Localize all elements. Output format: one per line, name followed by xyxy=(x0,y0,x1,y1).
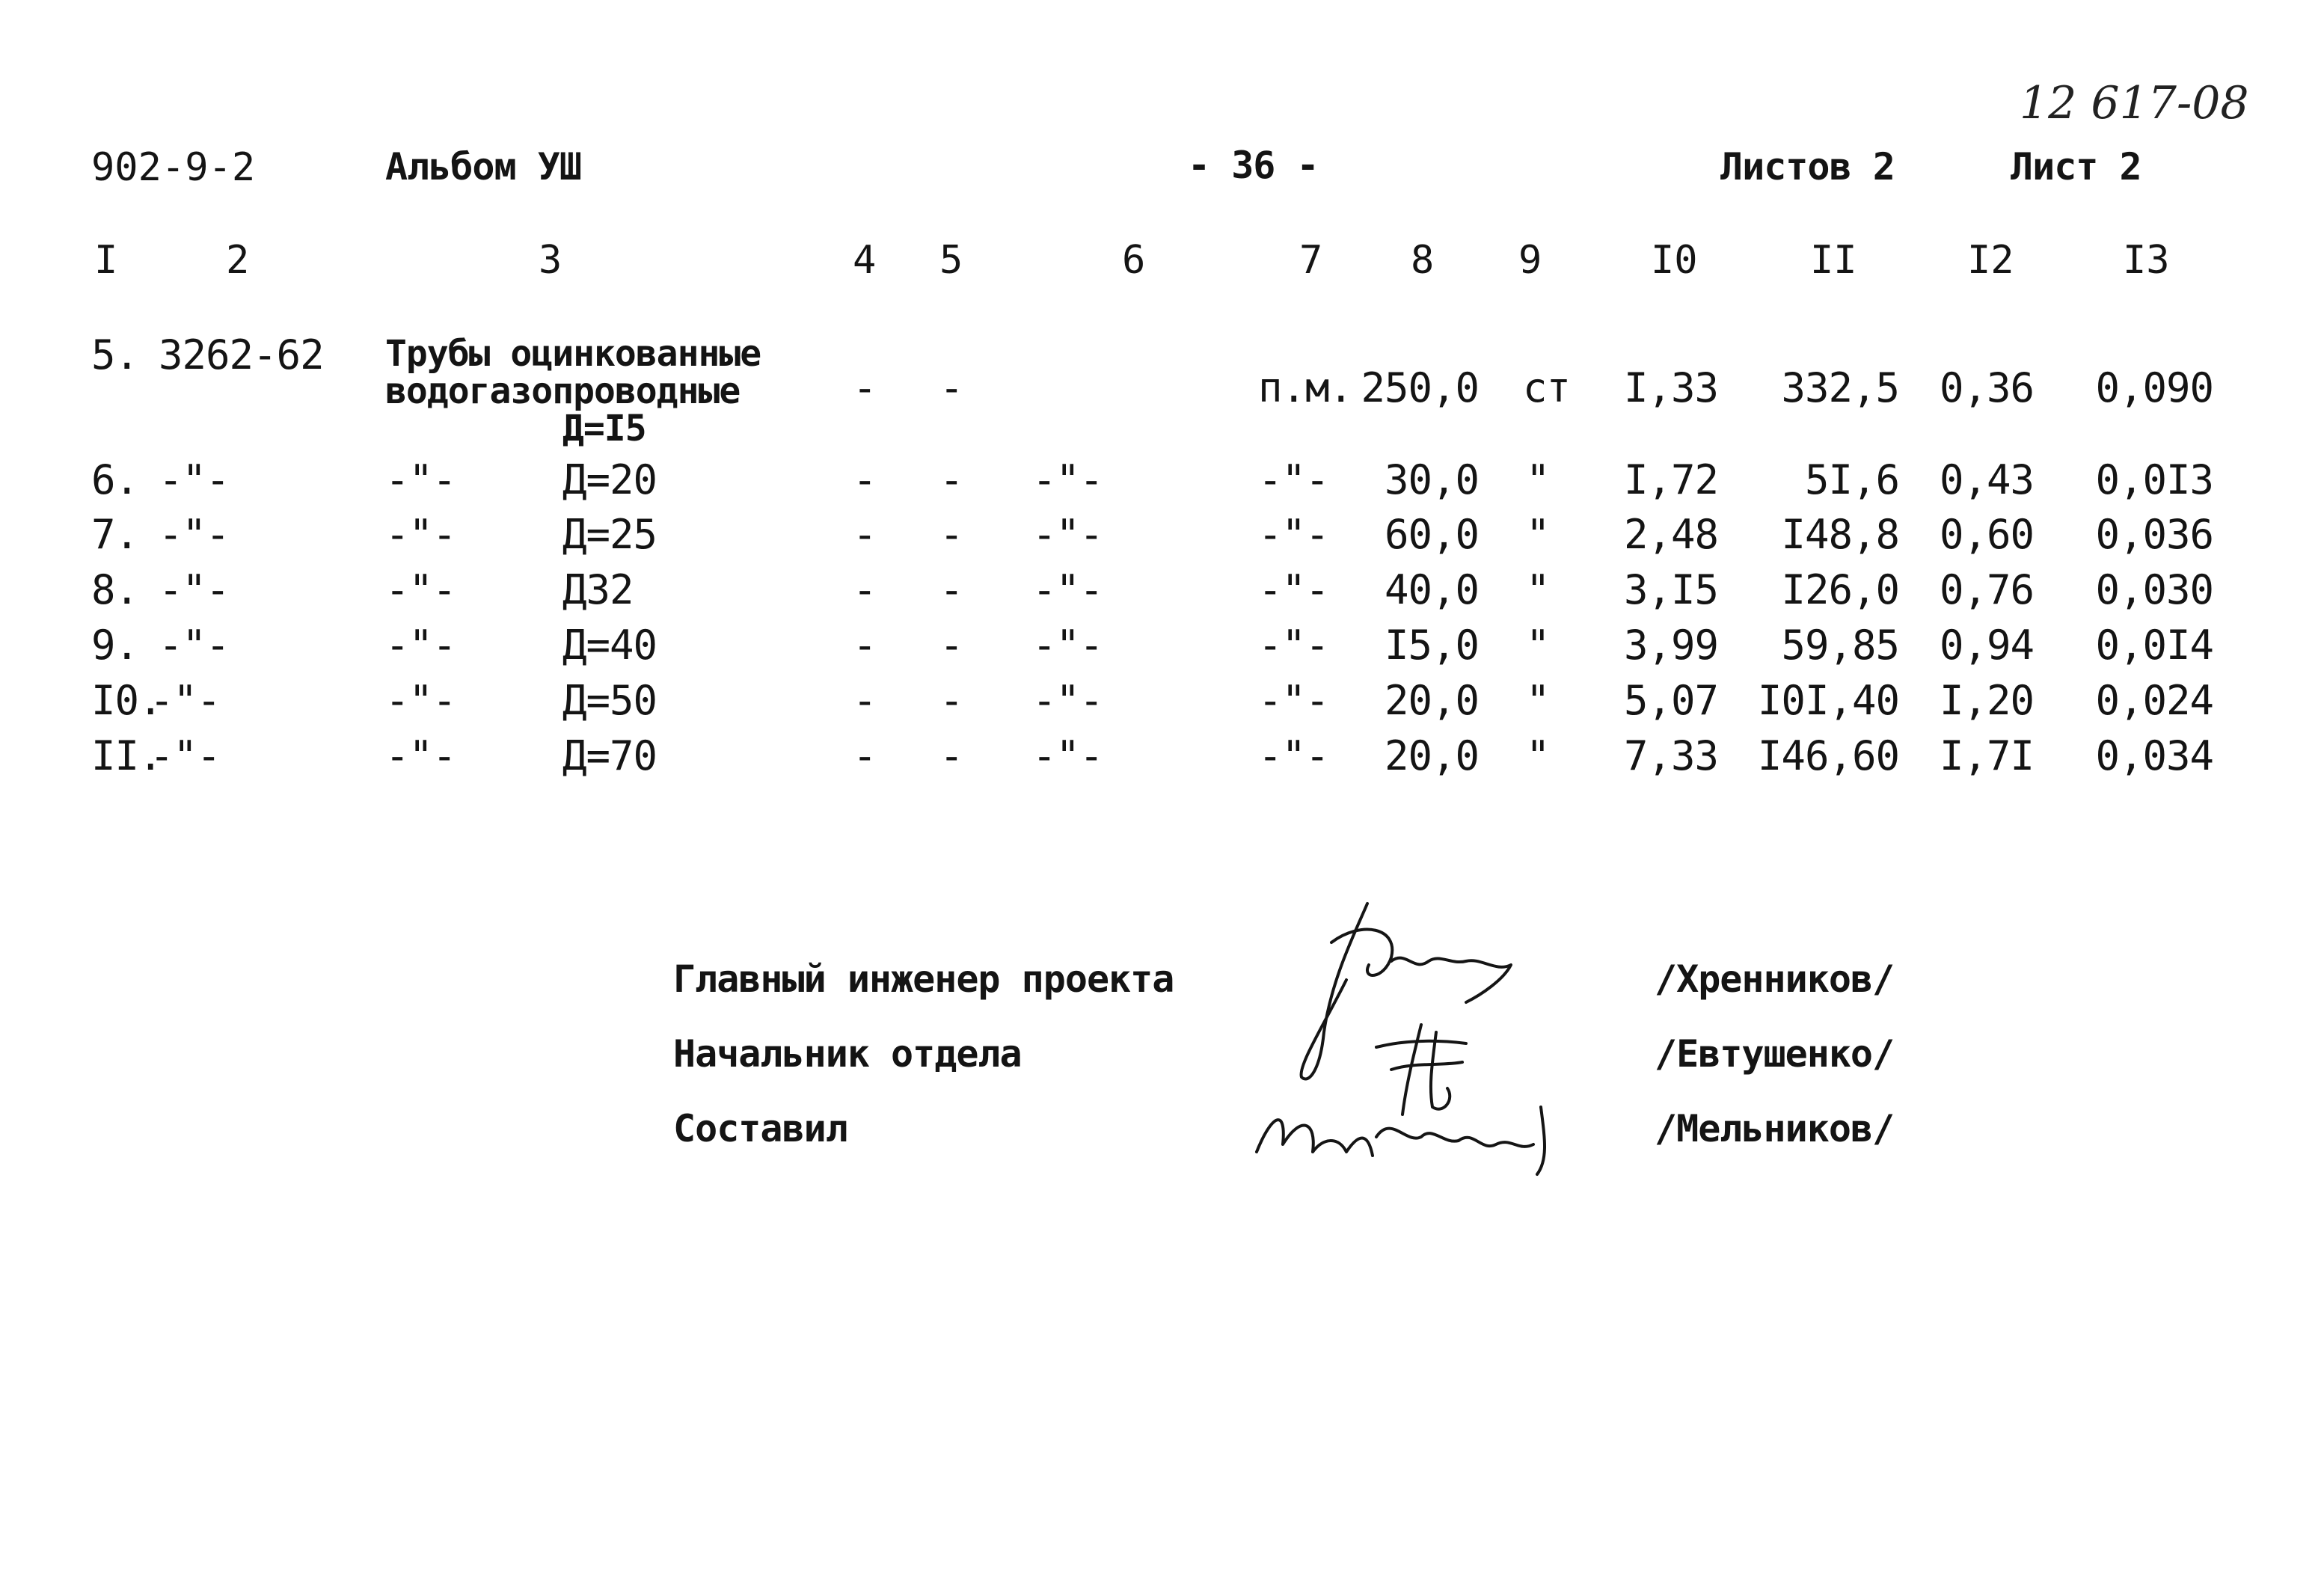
signer-name: /Евтушенко/ xyxy=(1655,1032,1895,1076)
ditto-mark: -"- xyxy=(1032,622,1103,669)
signer-name: /Хренников/ xyxy=(1655,957,1895,1001)
ditto-mark: -"- xyxy=(1032,566,1103,613)
quantity: 250,0 xyxy=(1361,364,1479,411)
ditto-mark: " xyxy=(1526,622,1550,669)
col12-value: 0,76 xyxy=(1939,566,2034,613)
unit: п.м. xyxy=(1258,364,1353,411)
item-diameter: Д=50 xyxy=(562,677,657,724)
total-weight: I46,60 xyxy=(1757,732,1899,779)
col13-value: 0,090 xyxy=(2095,364,2213,411)
ditto-mark: -"- xyxy=(385,677,456,724)
cell-col5: - xyxy=(939,566,963,613)
ditto-mark: -"- xyxy=(159,456,230,503)
quantity: 20,0 xyxy=(1384,677,1479,724)
item-diameter: Д=40 xyxy=(562,622,657,669)
total-weight: I26,0 xyxy=(1781,566,1899,613)
ditto-mark: -"- xyxy=(1258,732,1329,779)
material: ст xyxy=(1523,364,1571,411)
ditto-mark: -"- xyxy=(1032,677,1103,724)
total-weight: 59,85 xyxy=(1781,622,1899,669)
column-number: I xyxy=(94,238,118,283)
unit-weight: 2,48 xyxy=(1623,511,1718,558)
row-index: 6. xyxy=(91,456,139,503)
signer-role: Составил xyxy=(673,1107,847,1150)
ditto-mark: -"- xyxy=(1032,732,1103,779)
ditto-mark: -"- xyxy=(159,566,230,613)
ditto-mark: -"- xyxy=(1258,566,1329,613)
unit-weight: 3,I5 xyxy=(1623,566,1718,613)
item-diameter: Д=25 xyxy=(562,511,657,558)
cell-col5: - xyxy=(939,622,963,669)
unit-weight: I,33 xyxy=(1623,364,1718,411)
handwritten-signature xyxy=(1242,1092,1586,1182)
col13-value: 0,0I3 xyxy=(2095,456,2213,503)
quantity: I5,0 xyxy=(1384,622,1479,669)
column-number: 9 xyxy=(1518,238,1542,283)
col12-value: I,20 xyxy=(1939,677,2034,724)
ditto-mark: " xyxy=(1526,732,1550,779)
row-index: 9. xyxy=(91,622,139,669)
cell-col5: - xyxy=(939,732,963,779)
archive-number: 12 617-08 xyxy=(2020,77,2249,129)
row-index: 8. xyxy=(91,566,139,613)
ditto-mark: -"- xyxy=(150,732,221,779)
quantity: 20,0 xyxy=(1384,732,1479,779)
ditto-mark: -"- xyxy=(1258,677,1329,724)
ditto-mark: -"- xyxy=(159,511,230,558)
cell-col4: - xyxy=(853,364,877,411)
cell-col4: - xyxy=(853,456,877,503)
ditto-mark: -"- xyxy=(385,511,456,558)
cell-col4: - xyxy=(853,511,877,558)
ditto-mark: -"- xyxy=(1258,622,1329,669)
quantity: 60,0 xyxy=(1384,511,1479,558)
signer-name: /Мельников/ xyxy=(1655,1107,1895,1150)
total-weight: 332,5 xyxy=(1781,364,1899,411)
col13-value: 0,024 xyxy=(2095,677,2213,724)
row-index: 7. xyxy=(91,511,139,558)
column-number: 8 xyxy=(1411,238,1435,283)
column-number: 4 xyxy=(853,238,877,283)
cell-col4: - xyxy=(853,566,877,613)
row-index: II. xyxy=(91,732,162,779)
total-weight: I48,8 xyxy=(1781,511,1899,558)
total-weight: I0I,40 xyxy=(1757,677,1899,724)
ditto-mark: -"- xyxy=(1032,456,1103,503)
sheets-total: Листов 2 xyxy=(1720,145,1895,188)
ditto-mark: " xyxy=(1526,456,1550,503)
page-number: - 36 - xyxy=(1188,144,1319,187)
row-index: I0. xyxy=(91,677,162,724)
item-description: Трубы оцинкованные xyxy=(385,333,761,375)
ditto-mark: -"- xyxy=(1258,511,1329,558)
ditto-mark: -"- xyxy=(385,732,456,779)
ditto-mark: -"- xyxy=(1032,511,1103,558)
item-diameter: Д=I5 xyxy=(562,408,646,450)
col13-value: 0,036 xyxy=(2095,511,2213,558)
ditto-mark: -"- xyxy=(159,622,230,669)
ditto-mark: " xyxy=(1526,511,1550,558)
quantity: 30,0 xyxy=(1384,456,1479,503)
unit-weight: 7,33 xyxy=(1623,732,1718,779)
ditto-mark: -"- xyxy=(150,677,221,724)
column-number: I2 xyxy=(1967,238,2014,283)
album-label: Альбом УШ xyxy=(385,145,581,188)
total-weight: 5I,6 xyxy=(1804,456,1899,503)
quantity: 40,0 xyxy=(1384,566,1479,613)
unit-weight: I,72 xyxy=(1623,456,1718,503)
col12-value: I,7I xyxy=(1939,732,2034,779)
item-diameter: Д=70 xyxy=(562,732,657,779)
ditto-mark: " xyxy=(1526,566,1550,613)
column-number: 3 xyxy=(539,238,562,283)
column-number: II xyxy=(1810,238,1857,283)
cell-col5: - xyxy=(939,511,963,558)
col12-value: 0,94 xyxy=(1939,622,2034,669)
col12-value: 0,43 xyxy=(1939,456,2034,503)
col12-value: 0,36 xyxy=(1939,364,2034,411)
ditto-mark: " xyxy=(1526,677,1550,724)
ditto-mark: -"- xyxy=(1258,456,1329,503)
column-number: 7 xyxy=(1299,238,1323,283)
standard-code: 3262-62 xyxy=(159,331,324,378)
column-number: 2 xyxy=(226,238,250,283)
unit-weight: 5,07 xyxy=(1623,677,1718,724)
col13-value: 0,030 xyxy=(2095,566,2213,613)
signer-role: Главный инженер проекта xyxy=(673,957,1174,1001)
col12-value: 0,60 xyxy=(1939,511,2034,558)
cell-col5: - xyxy=(939,456,963,503)
cell-col4: - xyxy=(853,622,877,669)
ditto-mark: -"- xyxy=(385,456,456,503)
cell-col4: - xyxy=(853,732,877,779)
item-description: водогазопроводные xyxy=(385,370,741,412)
cell-col4: - xyxy=(853,677,877,724)
column-number: 5 xyxy=(939,238,963,283)
item-diameter: Д32 xyxy=(562,566,634,613)
column-number: 6 xyxy=(1122,238,1146,283)
col13-value: 0,0I4 xyxy=(2095,622,2213,669)
column-number: I0 xyxy=(1651,238,1698,283)
ditto-mark: -"- xyxy=(385,566,456,613)
ditto-mark: -"- xyxy=(385,622,456,669)
row-index: 5. xyxy=(91,331,139,378)
column-number: I3 xyxy=(2123,238,2170,283)
sheet-number: Лист 2 xyxy=(2011,145,2141,188)
col13-value: 0,034 xyxy=(2095,732,2213,779)
document-code: 902-9-2 xyxy=(91,145,256,190)
cell-col5: - xyxy=(939,364,963,411)
item-diameter: Д=20 xyxy=(562,456,657,503)
cell-col5: - xyxy=(939,677,963,724)
signer-role: Начальник отдела xyxy=(673,1032,1022,1076)
unit-weight: 3,99 xyxy=(1623,622,1718,669)
